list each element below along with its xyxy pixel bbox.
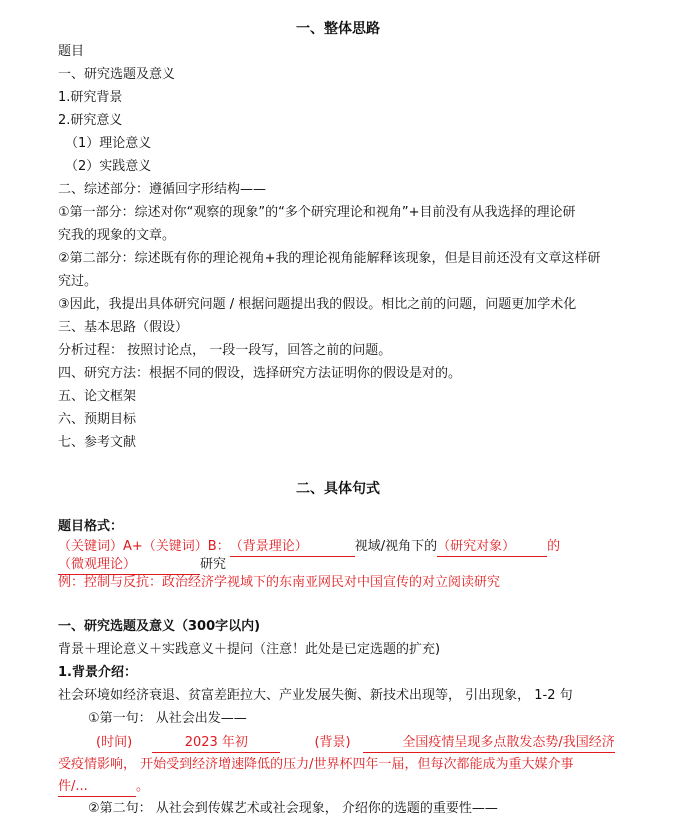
template-tail: 研究 [200, 557, 227, 572]
outline-line: 二、综述部分：遵循回字形结构—— [58, 182, 267, 197]
period: 。 [136, 779, 150, 794]
sentence-1-example-end [58, 778, 149, 797]
title-template-cont [58, 556, 226, 575]
background-title: 1.背景介绍： [58, 665, 137, 680]
outline-line: 一、研究选题及意义 [58, 67, 176, 82]
time-label: (时间) [96, 735, 133, 750]
outline-line: 究过。 [58, 274, 98, 289]
sentence-1: ①第一句： 从社会出发—— [88, 711, 247, 726]
outline-line: 分析过程： 按照讨论点， 一段一段写，回答之前的问题。 [58, 343, 392, 358]
title-example: 例：控制与反抗：政治经济学视域下的东南亚网民对中国宣传的对立阅读研究 [58, 575, 501, 590]
outline-line: 五、论文框架 [58, 389, 137, 404]
background-value-end: 件/... [58, 778, 136, 797]
outline-line: 题目 [58, 44, 85, 59]
outline-line: 1.研究背景 [58, 90, 123, 105]
outline-line: ②第二部分：综述既有你的理论视角+我的理论视角能解释该现象，但是目前还没有文章这样研 [58, 251, 601, 266]
template-keywords: （关键词）A+（关键词）B： [58, 539, 230, 554]
outline-line: 三、基本思路（假设） [58, 320, 189, 335]
template-end: 的 [547, 539, 561, 554]
part1-formula: 背景＋理论意义＋实践意义＋提问（注意！此处是已定选题的扩充) [58, 642, 441, 657]
template-blank-background: （背景理论） [230, 538, 355, 557]
background-label: (背景) [314, 735, 351, 750]
background-desc: 社会环境如经济衰退、贫富差距拉大、产业发展失衡、新技术出现等， 引出现象， 1-2 句 [58, 688, 573, 703]
sentence-1-example-cont: 受疫情影响， 开始受到经济增速降低的压力/世界杯四年一届，但每次都能成为重大媒介事 [58, 757, 574, 772]
background-value: 全国疫情呈现多点散发态势/我国经济 [363, 734, 615, 753]
outline-line: （2）实践意义 [65, 159, 152, 174]
title-template [58, 538, 560, 557]
title-format-label: 题目格式： [58, 519, 124, 534]
template-blank-micro: （微观理论） [58, 556, 200, 575]
template-blank-object: （研究对象） [437, 538, 547, 557]
sentence-2: ②第二句： 从社会到传媒艺术或社会现象， 介绍你的选题的重要性—— [88, 801, 498, 816]
outline-line: 六、预期目标 [58, 412, 137, 427]
template-mid: 视域/视角下的 [354, 539, 438, 554]
outline-line: 2.研究意义 [58, 113, 123, 128]
outline-line: 七、参考文献 [58, 435, 137, 450]
outline-line: （1）理论意义 [65, 136, 152, 151]
section-2-title: 二、具体句式 [296, 481, 380, 497]
part1-title: 一、研究选题及意义（300字以内) [58, 619, 261, 634]
sentence-1-example [96, 734, 615, 753]
outline-line: 究我的现象的文章。 [58, 228, 176, 243]
outline-line: ①第一部分：综述对你“观察的现象”的“多个研究理论和视角”+目前没有从我选择的理论研 [58, 205, 576, 220]
outline-line: ③因此，我提出具体研究问题 / 根据问题提出我的假设。相比之前的问题，问题更加学术化 [58, 297, 577, 312]
outline-line: 四、研究方法：根据不同的假设，选择研究方法证明你的假设是对的。 [58, 366, 462, 381]
section-1-title: 一、整体思路 [296, 21, 380, 37]
time-value: 2023 年初 [152, 734, 280, 753]
